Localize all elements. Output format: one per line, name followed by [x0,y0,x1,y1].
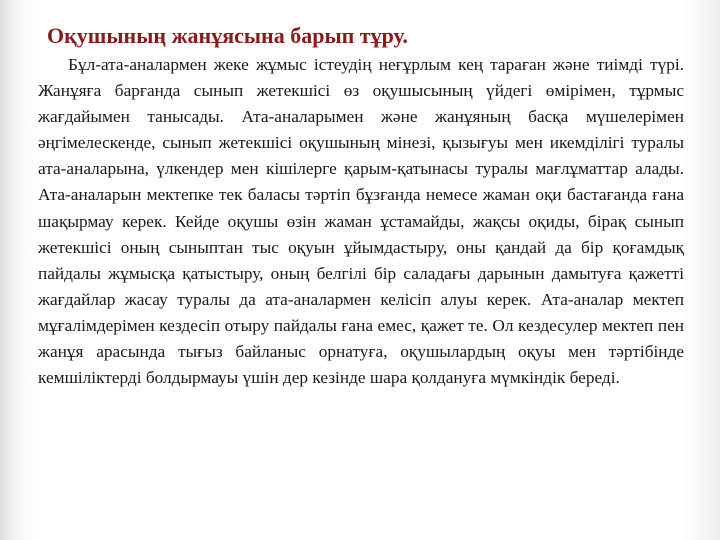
slide-title: Оқушының жанұясына барып тұру. [47,23,408,48]
slide-body-text: Бұл-ата-аналармен жеке жұмыс істеудің неғұрлым кең тараған және тиімді түрі. Жанұяға барғанда сынып жетекшісі өз оқушысының үйдегі өмірімен, тұрмыс жағдайымен танысады. Ата-аналарымен және жанұяның басқа мүшелерімен әңгімелескенде, сынып жетекшісі оқушының мінезі, қызығуы мен икемділігі туралы ата-аналарына, үлкендер мен кішілерге қарым-қатынасы туралы мағлұматтар алады. Ата-аналарын мектепке тек баласы тәртіп бұзғанда немесе жаман оқи бастағанда ғана шақырмау керек. Кейде оқушы өзін жаман ұстамайды, жақсы оқиды, бірақ сынып жетекшісі оның сыныптан тыс оқуын ұйымдастыру, оны қандай да бір қоғамдық пайдалы жұмысқа қатыстыру, оның белгілі бір саладағы дарынын дамытуға қажетті жағдайлар жасау туралы да ата-аналармен келісіп алуы керек. Ата-аналар мектеп мұғалімдерімен кездесіп отыру пайдалы ғана емес, қажет те. Ол кездесулер мектеп пен жанұя арасында тығыз байланыс орнатуға, оқушылардың оқуы мен тәртібінде кемшіліктерді болдырмауы үшін дер кезінде шара қолдануға мүмкіндік береді. [38,55,684,388]
